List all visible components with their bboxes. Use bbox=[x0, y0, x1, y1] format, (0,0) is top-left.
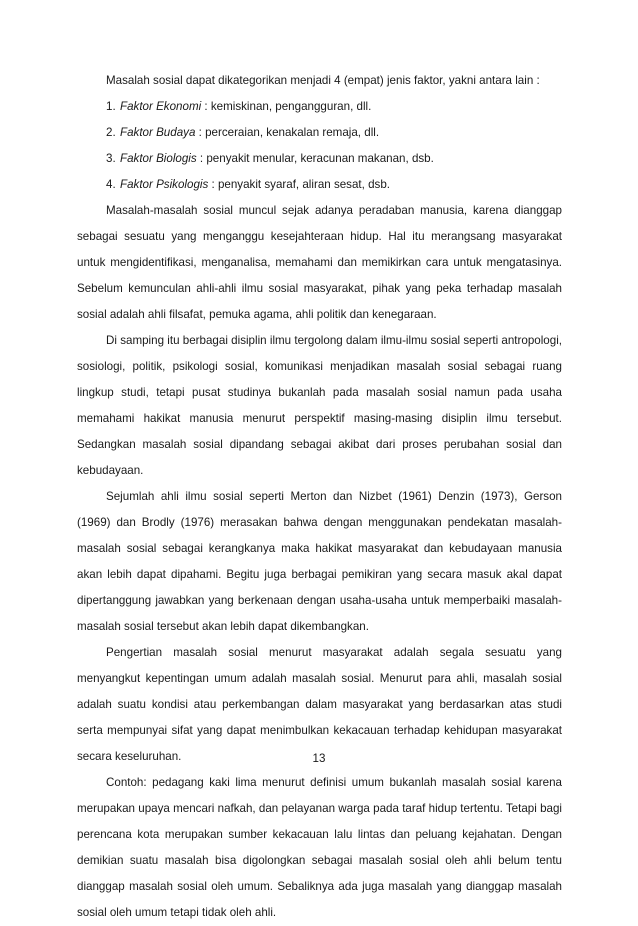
body-paragraph: Pengertian masalah sosial menurut masyarakat adalah segala sesuatu yang menyangkut kepentingan umum adalah masalah sosial. Menurut para ahli, masalah sosial adalah suatu kondisi atau perkembangan dalam masyarakat yang berdasarkan atas studi serta mempunyai sifat yang dapat menimbulkan kekacauan terhadap kehidupan masyarakat secara keseluruhan. bbox=[77, 646, 562, 763]
list-item-number: 4. bbox=[106, 178, 116, 191]
list-item bbox=[77, 172, 562, 198]
list-item-description: : penyakit menular, keracunan makanan, dsb. bbox=[196, 152, 434, 165]
body-paragraph: Contoh: pedagang kaki lima menurut definisi umum bukanlah masalah sosial karena merupakan upaya mencari nafkah, dan pelayanan warga pada taraf hidup tertentu. Tetapi bagi perencana kota merupakan sumber kekacauan lalu lintas dan peluang kejahatan. Dengan demikian suatu masalah bisa digolongkan sebagai masalah sosial oleh ahli belum tentu dianggap masalah sosial oleh umum. Sebaliknya ada juga masalah yang dianggap masalah sosial oleh umum tetapi tidak oleh ahli. bbox=[77, 776, 562, 919]
list-item-term: Faktor Budaya bbox=[120, 126, 196, 139]
list-item bbox=[77, 94, 562, 120]
body-paragraph: Masalah-masalah sosial muncul sejak adanya peradaban manusia, karena dianggap sebagai sesuatu yang menganggu kesejahteraan hidup. Hal itu merangsang masyarakat untuk mengidentifikasi, menganalisa, memahami dan memikirkan cara untuk mengatasinya. Sebelum kemunculan ahli-ahli ilmu sosial masyarakat, pihak yang peka terhadap masalah sosial adalah ahli filsafat, pemuka agama, ahli politik dan kenegaraan. bbox=[77, 204, 562, 321]
list-item-description: : perceraian, kenakalan remaja, dll. bbox=[195, 126, 380, 139]
list-item-number: 3. bbox=[106, 152, 116, 165]
list-item-term: Faktor Biologis bbox=[120, 152, 197, 165]
list-item-number: 2. bbox=[106, 126, 116, 139]
list-item bbox=[77, 120, 562, 146]
page-number: 13 bbox=[312, 752, 326, 765]
list-item-number: 1. bbox=[106, 100, 116, 113]
factor-list bbox=[77, 94, 562, 198]
body-paragraph: Di samping itu berbagai disiplin ilmu tergolong dalam ilmu-ilmu sosial seperti antropologi, sosiologi, politik, psikologi sosial, komunikasi menjadikan masalah sosial sebagai ruang lingkup studi, tetapi pusat studinya bukanlah pada masalah sosial namun pada usaha memahami hakikat manusia menurut perspektif masing-masing disiplin ilmu tersebut. Sedangkan masalah sosial dipandang sebagai akibat dari proses perubahan sosial dan kebudayaan. bbox=[77, 334, 562, 477]
list-item-description: : kemiskinan, pengangguran, dll. bbox=[201, 100, 372, 113]
body-paragraph: Sejumlah ahli ilmu sosial seperti Merton dan Nizbet (1961) Denzin (1973), Gerson (1969) dan Brodly (1976) merasakan bahwa dengan menggunakan pendekatan masalah-masalah sosial sebagai kerangkanya maka hakikat masyarakat dan kebudayaan manusia akan lebih dapat dipahami. Begitu juga berbagai pemikiran yang secara masuk akal dapat dipertanggung jawabkan yang berkenaan dengan usaha-usaha untuk memperbaiki masalah-masalah sosial tersebut akan lebih dapat dikembangkan. bbox=[77, 490, 562, 633]
list-item-term: Faktor Psikologis bbox=[120, 178, 209, 191]
list-item-description: : penyakit syaraf, aliran sesat, dsb. bbox=[208, 178, 391, 191]
list-item bbox=[77, 146, 562, 172]
list-item-term: Faktor Ekonomi bbox=[120, 100, 202, 113]
document-page bbox=[77, 68, 562, 926]
intro-text: Masalah sosial dapat dikategorikan menjadi 4 (empat) jenis faktor, yakni antara lain : bbox=[106, 74, 540, 87]
